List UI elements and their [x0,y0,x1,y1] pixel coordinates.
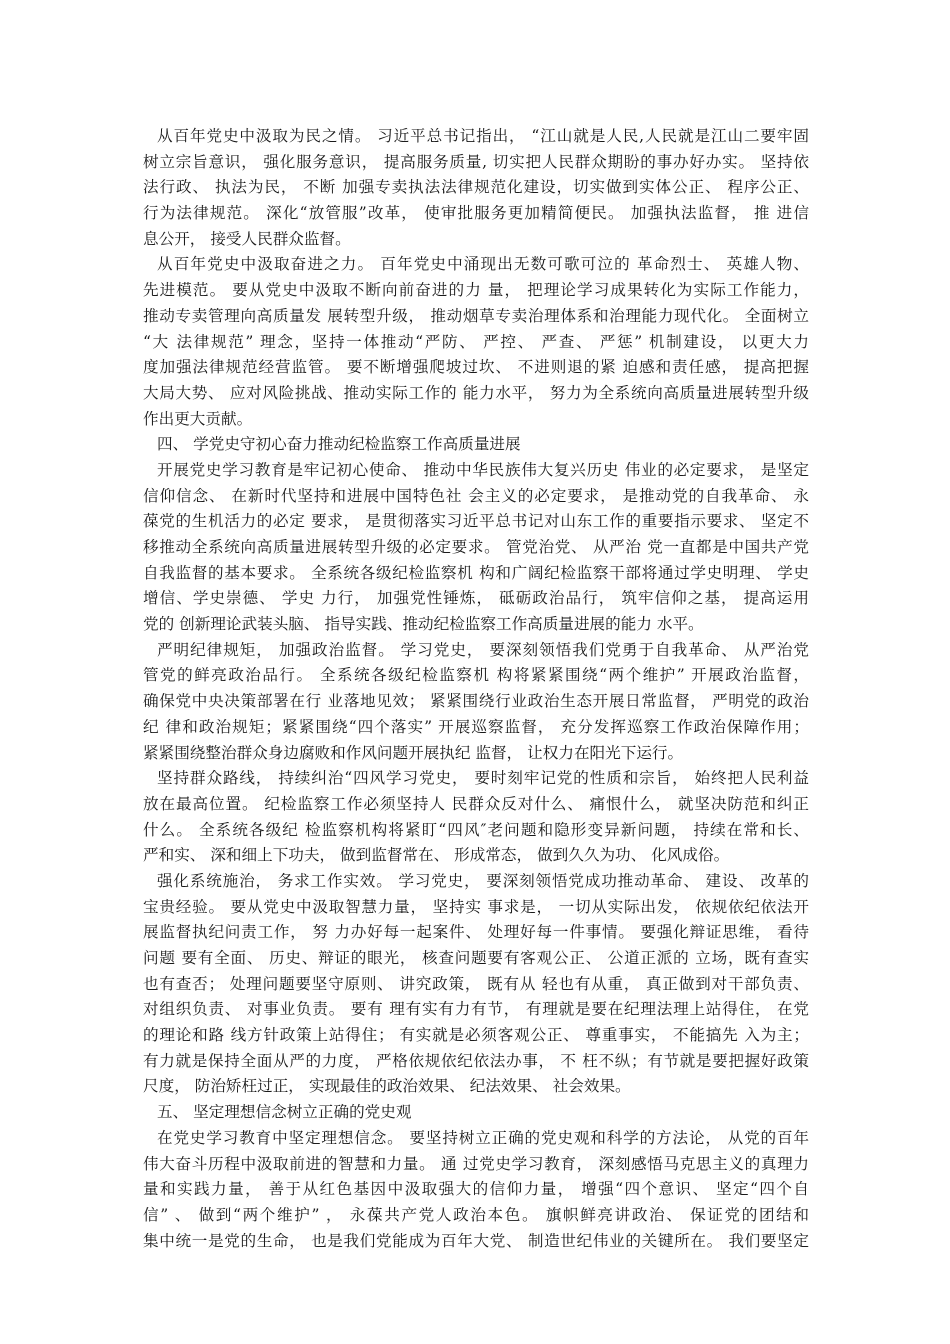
text-line: “大 法律规范” 理念，坚持一体推动“严防、 严控、 严查、 严惩” 机制建设， 以更大力 [143,332,809,351]
text-line: 管党的鲜亮政治品行。 全系统各级纪检监察机 构将紧紧围绕“两个维护” 开展政治监督， [143,666,809,685]
text-line: 宝贵经验。 要从党史中汲取智慧力量， 坚持实 事求是， 一切从实际出发， 依规依纪依法开 [143,897,809,916]
text-line: 信仰信念、 在新时代坚持和进展中国特色社 会主义的必定要求， 是推动党的自我革命、 永 [143,486,809,505]
text-line: 党的 创新理论武装头脑、 指导实践、推动纪检监察工作高质量进展的能力 水平。 [143,615,704,634]
document-page [143,124,809,1254]
paragraph [143,869,809,1100]
section-heading [143,1100,809,1126]
text-line: 从百年党史中汲取为民之情。 习近平总书记指出， “江山就是人民,人民就是江山二要牢固 [157,127,809,145]
text-line: 展监督执纪问责工作， 努 力办好每一起案件、 处理好每一件事情。 要强化辩证思维， 看待 [143,923,809,942]
text-line: 有力就是保持全面从严的力度， 严格依规依纪依法办事， 不 枉不纵；有节就是要把握好政策 [143,1051,809,1070]
paragraph [143,638,809,766]
paragraph [143,252,809,432]
text-line: 开展党史学习教育是牢记初心使命、 推动中华民族伟大复兴历史 伟业的必定要求， 是坚定 [157,460,809,479]
text-line: 法行政、 执法为民， 不断 加强专卖执法法律规范化建设，切实做到实体公正、 程序公正、 [143,178,809,197]
text-line: 对组织负责、 对事业负责。 要有 理有实有力有节， 有理就是要在纪理法理上站得住， 在党 [143,1000,809,1019]
text-line: 增信、学史崇德、 学史 力行， 加强党性锤炼， 砥砺政治品行， 筑牢信仰之基， 提高运用 [143,589,809,608]
text-line: 紧紧围绕整治群众身边腐败和作风问题开展执纪 监督， 让权力在阳光下运行。 [143,743,684,762]
text-line: 葆党的生机活力的必定 要求， 是贯彻落实习近平总书记对山东工作的重要指示要求、 坚定不 [143,512,809,531]
text-line: 尺度， 防治矫枉过正， 实现最佳的政治效果、 纪法效果、 社会效果。 [143,1077,631,1096]
text-line: 作出更大贡献。 [143,409,253,428]
paragraph [143,1126,809,1254]
text-line: 放在最高位置。 纪检监察工作必须坚持人 民群众反对什么、 痛恨什么， 就坚决防范和纠正 [143,794,809,813]
text-line: 推动专卖管理向高质量发 展转型升级， 推动烟草专卖治理体系和治理能力现代化。 全面树立 [143,306,809,325]
text-line: 先进模范。 要从党史中汲取不断向前奋进的力 量， 把理论学习成果转化为实际工作能力， [143,281,809,300]
text-line: 五、 坚定理想信念树立正确的党史观 [157,1103,412,1122]
text-line: 行为法律规范。 深化“放管服”改革， 使审批服务更加精简便民。 加强执法监督， 推 进信 [143,204,809,223]
paragraph [143,458,809,638]
text-line: 大局大势、 应对风险挑战、推动实际工作的 能力水平， 努力为全系统向高质量进展转型升级 [143,383,809,402]
text-line: 强化系统施治， 务求工作实效。 学习党史， 要深刻领悟党成功推动革命、 建设、 改革的 [157,871,809,890]
text-line: 严和实、 深和细上下功夫， 做到监督常在、 形成常态， 做到久久为功、 化风成俗。 [143,846,730,865]
text-line: 确保党中央决策部署在行 业落地见效； 紧紧围绕行业政治生态开展日常监督， 严明党的政治 [143,692,809,711]
text-line: 什么。 全系统各级纪 检监察机构将紧盯“四风″老问题和隐形变异新问题， 持续在常和长、 [143,820,809,839]
text-line: 集中统一是党的生命， 也是我们党能成为百年大党、 制造世纪伟业的关键所在。 我们要坚定 [143,1231,809,1250]
text-line: 也有查否； 处理问题要坚守原则、 讲究政策， 既有从 轻也有从重， 真正做到对干部负责、 [143,974,809,993]
text-line: 纪 律和政治规矩；紧紧围绕“四个落实” 开展巡察监督， 充分发挥巡察工作政治保障作用； [143,717,809,736]
text-line: 量和实践力量， 善于从红色基因中汲取强大的信仰力量， 增强“四个意识、 坚定“四个自 [143,1180,809,1199]
text-line: 度加强法律规范经营监管。 要不断增强爬坡过坎、 不进则退的紧 迫感和责任感， 提高把握 [143,358,809,377]
text-line: 息公开， 接受人民群众监督。 [143,229,351,248]
text-line: 严明纪律规矩， 加强政治监督。 学习党史， 要深刻领悟我们党勇于自我革命、 从严治党 [157,640,809,659]
paragraph [143,766,809,869]
text-line: 伟大奋斗历程中汲取前进的智慧和力量。 通 过党史学习教育， 深刻感悟马克思主义的真理力 [143,1154,809,1173]
text-line: 移推动全系统向高质量进展转型升级的必定要求。 管党治党、 从严治 党一直都是中国共产党 [143,538,809,556]
text-line: 四、 学党史守初心奋力推动纪检监察工作高质量进展 [157,435,521,454]
text-line: 问题 要有全面、 历史、辩证的眼光， 核查问题要有客观公正、 公道正派的 立场，既有查实 [143,949,809,967]
text-line: 在党史学习教育中坚定理想信念。 要坚持树立正确的党史观和科学的方法论， 从党的百年 [157,1128,809,1147]
paragraph [143,124,809,252]
text-line: 信” 、 做到“两个维护” ， 永葆共产党人政治本色。 旗帜鲜亮讲政治、 保证党的团结和 [143,1205,809,1224]
text-line: 的理论和路 线方针政策上站得住； 有实就是必须客观公正、 尊重事实， 不能搞先 入为主； [143,1026,809,1045]
text-line: 坚持群众路线， 持续纠治“四风学习党史， 要时刻牢记党的性质和宗旨， 始终把人民利益 [157,769,809,788]
text-line: 从百年党史中汲取奋进之力。 百年党史中涌现出无数可歌可泣的 革命烈士、 英雄人物、 [157,255,809,274]
text-line: 树立宗旨意识， 强化服务意识， 提高服务质量, 切实把人民群众期盼的事办好办实。 坚持依 [143,152,809,171]
text-line: 自我监督的基本要求。 全系统各级纪检监察机 构和广阔纪检监察干部将通过学史明理、 学史 [143,563,809,582]
section-heading [143,432,809,458]
